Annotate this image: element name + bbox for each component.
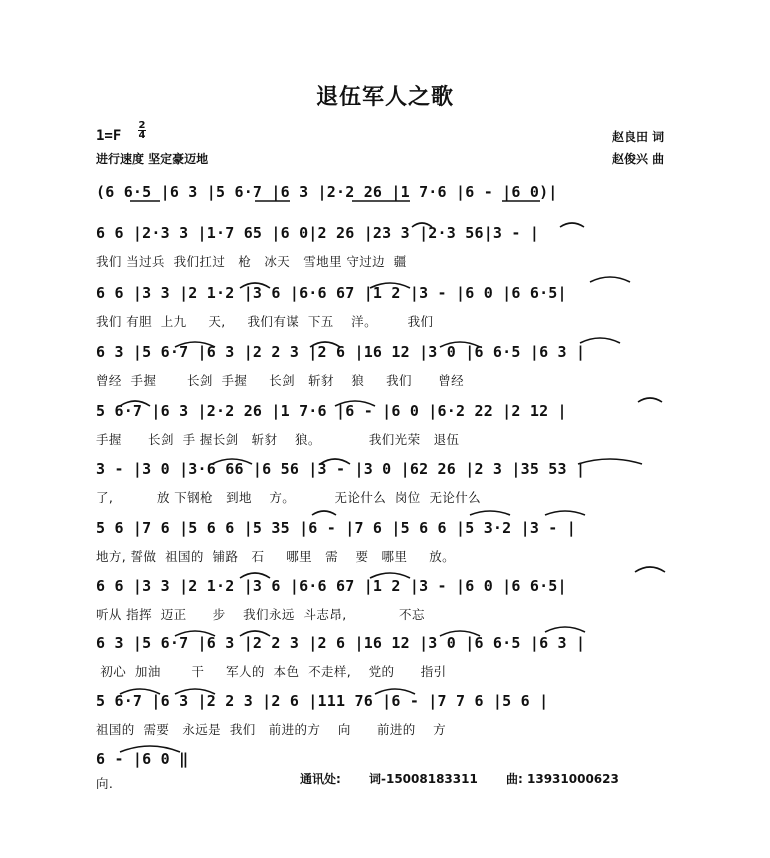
lyrics-line: 地方, 誓做 祖国的 铺路 石 哪里 需 要 哪里 放。: [96, 549, 456, 564]
slur-mark: [175, 689, 215, 694]
lyrics-line: 曾经 手握 长剑 手握 长剑 斩豺 狼 我们 曾经: [96, 373, 464, 388]
slur-mark: [120, 401, 150, 406]
composer-phone: 曲: 13931000623: [506, 772, 619, 786]
slur-mark: [545, 627, 585, 632]
lyrics-line: 听从 指挥 迈正 步 我们永远 斗志昂, 不忘: [96, 607, 425, 622]
notation-line: 5 6·7 |6 3 |2·2 26 |1 7·6 |6 - |6 0 |6·2 22 |2 12 |: [96, 402, 567, 420]
notation-line: 6 3 |5 6·7 |6 3 |2 2 3 |2 6 |16 12 |3 0 |6 6·5 |6 3 |: [96, 634, 586, 652]
slur-mark: [440, 342, 480, 347]
song-title: 退伍军人之歌: [315, 85, 454, 110]
slur-mark: [240, 573, 270, 578]
lyrics-line: 我们 当过兵 我们扛过 枪 冰天 雪地里 守过边 疆: [96, 254, 407, 269]
notation-line: (6 6·5 |6 3 |5 6·7 |6 3 |2·2 26 |1 7·6 |6 - |6 0)|: [96, 183, 558, 201]
slur-mark: [635, 567, 665, 572]
slur-mark: [240, 283, 270, 288]
notation-line: 3 - |3 0 |3·6 66 |6 56 |3 - |3 0 |62 26 |2 3 |35 53 |: [96, 460, 586, 478]
slur-mark: [375, 689, 415, 694]
slur-mark: [590, 277, 630, 282]
lyricist-credit: 赵良田 词: [612, 130, 665, 144]
notation-line: 5 6 |7 6 |5 6 6 |5 35 |6 - |7 6 |5 6 6 |5 3·2 |3 - |: [96, 519, 576, 537]
lyrics-line: 祖国的 需要 永远是 我们 前进的方 向 前进的 方: [96, 722, 447, 737]
time-signature-bottom: 4: [138, 130, 146, 141]
notation-line: 6 - |6 0 ‖: [96, 750, 189, 768]
slur-mark: [212, 459, 252, 464]
lyrics-line: 手握 长剑 手 握长剑 斩豺 狼。 我们光荣 退伍: [96, 432, 460, 447]
composer-credit: 赵俊兴 曲: [612, 152, 665, 166]
slur-mark: [560, 223, 584, 227]
lyrics-line: 我们 有胆 上九 天, 我们有谋 下五 洋。 我们: [96, 314, 434, 329]
slur-mark: [638, 398, 662, 402]
notation-line: 5 6·7 |6 3 |2 2 3 |2 6 |111 76 |6 - |7 7 6 |5 6 |: [96, 692, 549, 710]
slur-mark: [370, 283, 410, 288]
slur-mark: [470, 511, 510, 515]
slur-mark: [440, 631, 480, 636]
slur-mark: [312, 511, 336, 515]
lyrics-line: 了, 放 下钢枪 到地 方。 无论什么 岗位 无论什么: [96, 490, 482, 505]
tempo-marking: 进行速度 坚定豪迈地: [96, 152, 209, 166]
slur-mark: [320, 459, 350, 464]
contact-label: 通讯处:: [300, 772, 341, 786]
key-signature: 1=F: [96, 128, 122, 144]
slur-mark: [370, 573, 410, 578]
slur-mark: [335, 401, 375, 406]
slur-mark: [120, 746, 180, 752]
slur-mark: [175, 631, 215, 636]
notation-line: 6 3 |5 6·7 |6 3 |2 2 3 |2 6 |16 12 |3 0 |6 6·5 |6 3 |: [96, 343, 586, 361]
slur-mark: [580, 338, 620, 343]
slur-mark: [240, 631, 270, 636]
lyrics-line: 初心 加油 干 军人的 本色 不走样, 党的 指引: [96, 664, 447, 679]
slur-mark: [120, 689, 160, 694]
time-signature-top: 2: [138, 120, 146, 131]
slur-mark: [578, 459, 642, 464]
notation-line: 6 6 |3 3 |2 1·2 |3 6 |6·6 67 |1 2 |3 - |6 0 |6 6·5|: [96, 284, 567, 302]
lyrics-line: 向.: [96, 776, 114, 791]
slur-mark: [310, 342, 340, 347]
slur-mark: [175, 342, 215, 347]
notation-line: 6 6 |3 3 |2 1·2 |3 6 |6·6 67 |1 2 |3 - |6 0 |6 6·5|: [96, 577, 567, 595]
slur-mark: [412, 223, 432, 227]
lyricist-phone: 词-15008183311: [369, 772, 478, 786]
notation-line: 6 6 |2·3 3 |1·7 65 |6 0|2 26 |23 3 |2·3 56|3 - |: [96, 224, 540, 242]
slur-mark: [545, 511, 585, 515]
